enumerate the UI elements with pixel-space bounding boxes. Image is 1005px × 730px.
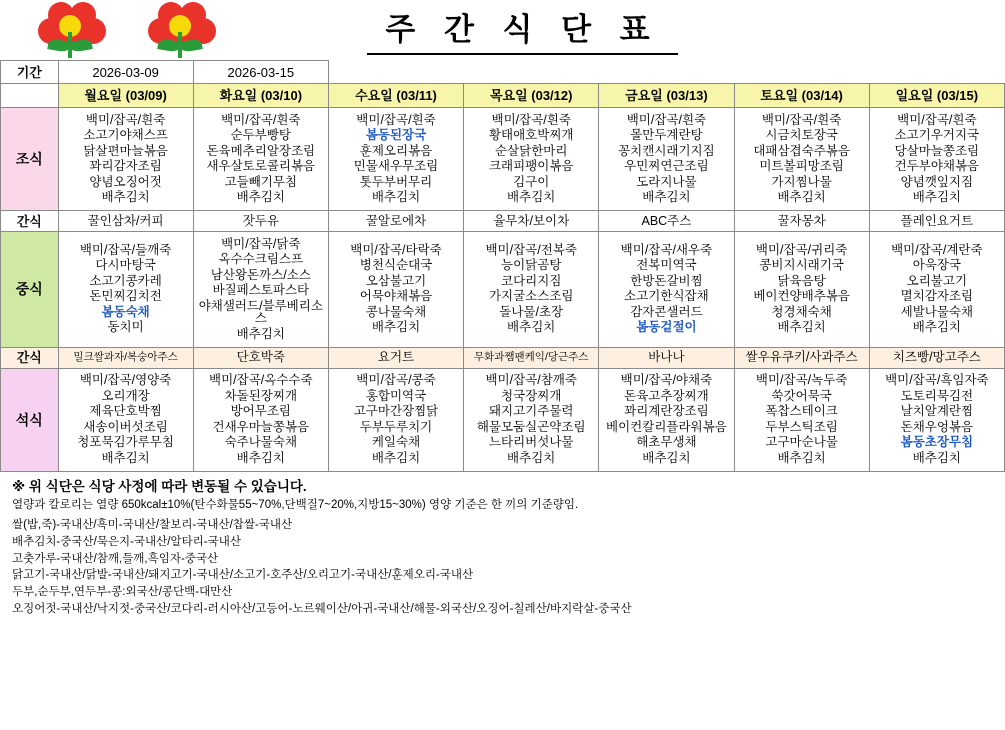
menu-item: 새송이버섯조림 bbox=[83, 419, 168, 434]
menu-item: 가지찜나물 bbox=[771, 174, 832, 189]
lunch-sat bbox=[734, 232, 869, 348]
menu-item: 감자콘샐러드 bbox=[630, 304, 703, 319]
menu-item: 백미/잡곡/흰죽 bbox=[626, 112, 707, 127]
menu-item: 느타리버섯나물 bbox=[488, 435, 574, 449]
page-title: 주 간 식 단 표 bbox=[367, 4, 677, 55]
row-label-breakfast: 조식 bbox=[1, 108, 59, 211]
dinner-wed bbox=[328, 368, 463, 471]
menu-item: 코다리지짐 bbox=[501, 273, 562, 288]
menu-item: 도토리묵김전 bbox=[900, 388, 974, 403]
menu-item: 배추김치 bbox=[777, 190, 826, 204]
page-header bbox=[0, 0, 1005, 60]
menu-item: 당살마늘쫑조림 bbox=[894, 143, 980, 158]
snack2-sat: 쌀우유쿠키/사과주스 bbox=[734, 347, 869, 368]
menu-item: 능이닭곰탕 bbox=[501, 258, 562, 273]
menu-item: 해물모둠실곤약조림 bbox=[476, 419, 586, 434]
menu-item: 아욱장국 bbox=[912, 258, 962, 273]
menu-item: 백미/잡곡/흰죽 bbox=[221, 112, 301, 127]
menu-item: 닭살편마늘볶음 bbox=[83, 143, 168, 158]
menu-item: 백미/잡곡/닭죽 bbox=[221, 236, 301, 251]
menu-item: 고구마순나물 bbox=[765, 435, 838, 449]
menu-item: 폭찹스테이크 bbox=[765, 404, 838, 418]
snack2-mon: 밀크쌀과자/복숭아주스 bbox=[58, 347, 193, 368]
snack2-tue: 단호박죽 bbox=[193, 347, 328, 368]
menu-item: 배추김치 bbox=[236, 450, 285, 465]
menu-item: 날치알계란찜 bbox=[900, 404, 974, 418]
menu-item: 순살닭한마리 bbox=[494, 143, 568, 158]
menu-item: 방어무조림 bbox=[230, 404, 291, 418]
menu-item: 한방돈갈비찜 bbox=[630, 273, 703, 288]
snack1-mon: 꿀인삼차/커피 bbox=[58, 211, 193, 232]
snack1-fri: ABC주스 bbox=[599, 211, 734, 232]
menu-item: 배추김치 bbox=[236, 190, 285, 204]
breakfast-fri bbox=[599, 108, 734, 211]
snack1-thu: 율무차/보이차 bbox=[464, 211, 599, 232]
note-text-1: 위 식단은 식당 사정에 따라 변동될 수 있습니다. bbox=[28, 478, 307, 494]
menu-item: 백미/잡곡/영양죽 bbox=[79, 373, 172, 387]
menu-item: 배추김치 bbox=[101, 450, 150, 465]
menu-item: 세발나물숙채 bbox=[900, 304, 974, 319]
menu-item: 동치미 bbox=[107, 320, 144, 335]
menu-item: 김구이 bbox=[513, 174, 550, 189]
menu-item: 남산왕돈까스/소스 bbox=[210, 267, 311, 282]
note-marker: ※ bbox=[12, 478, 26, 494]
note-line-1 bbox=[12, 478, 1005, 496]
lunch-tue bbox=[193, 232, 328, 348]
menu-item: 돌나물/초장 bbox=[499, 304, 564, 319]
menu-item: 소고기콩카레 bbox=[89, 273, 162, 288]
menu-item: 백미/잡곡/흰죽 bbox=[897, 112, 977, 127]
note-text-2: 열량과 칼로리는 열량 650kcal±10%(탄수화물55~70%,단백질7~20%,지방15~30%) 영양 기준은 한 끼의 기준량임. bbox=[12, 498, 579, 511]
footer-notes bbox=[0, 472, 1005, 618]
menu-item: 배추김치 bbox=[642, 190, 691, 204]
menu-item: 백미/잡곡/새우죽 bbox=[620, 242, 713, 257]
menu-item: 제육단호박찜 bbox=[89, 404, 162, 418]
menu-item: 배추김치 bbox=[507, 190, 556, 204]
menu-item: 소고기한식잡채 bbox=[624, 289, 709, 304]
menu-item: 멸치감자조림 bbox=[900, 289, 974, 304]
snack2-row bbox=[1, 347, 1005, 368]
menu-item: 백미/잡곡/들깨죽 bbox=[79, 242, 172, 257]
menu-item: 오징어젓-국내산/낙지젓-중국산/코다리-러시아산/고등어-노르웨이산/아귀-국내산/해물-외국산/오징어-칠레산/바지락살-중국산 bbox=[12, 602, 632, 615]
menu-item: 오리개장 bbox=[101, 388, 150, 403]
menu-item: 차돌된장찌개 bbox=[224, 388, 298, 403]
period-spacer bbox=[464, 61, 599, 84]
menu-item: 백미/잡곡/흑임자죽 bbox=[885, 373, 989, 387]
menu-item: 청포묵김가루무침 bbox=[77, 435, 174, 449]
menu-item: 봄동초장무침 bbox=[900, 435, 974, 449]
menu-item: 야채샐러드/블루베리소스 bbox=[198, 298, 323, 325]
menu-item: 소고기우거지국 bbox=[894, 128, 980, 142]
menu-item: 배추김치 bbox=[912, 450, 962, 465]
breakfast-sat bbox=[734, 108, 869, 211]
page-title-wrap bbox=[300, 0, 745, 55]
menu-item: 베이컨양배추볶음 bbox=[753, 289, 850, 304]
menu-item: 콩나물숙채 bbox=[365, 304, 427, 319]
menu-item: 새우살토로콜리볶음 bbox=[206, 159, 316, 173]
menu-item: 케일숙채 bbox=[371, 435, 421, 449]
period-end: 2026-03-15 bbox=[193, 61, 328, 84]
menu-item: 백미/잡곡/전복죽 bbox=[485, 242, 577, 257]
breakfast-mon bbox=[58, 108, 193, 211]
dinner-mon bbox=[58, 368, 193, 471]
menu-item: 옥수수크림스프 bbox=[218, 252, 304, 266]
menu-item: 돈육고추장찌개 bbox=[624, 388, 709, 403]
dinner-fri bbox=[599, 368, 734, 471]
menu-item: 쌀(밥,죽)-국내산/흑미-국내산/찰보리-국내산/찹쌀-국내산 bbox=[12, 519, 293, 532]
day-header-sat: 토요일 (03/14) bbox=[734, 84, 869, 108]
menu-item: 다시마탕국 bbox=[95, 258, 156, 273]
snack1-row bbox=[1, 211, 1005, 232]
menu-item: 오삼불고기 bbox=[365, 273, 427, 288]
menu-item: 어묵야채볶음 bbox=[359, 289, 433, 304]
menu-item: 백미/잡곡/흰죽 bbox=[356, 112, 436, 127]
menu-item: 몰만두계란탕 bbox=[630, 128, 703, 142]
menu-item: 백미/잡곡/흰죽 bbox=[85, 112, 166, 127]
breakfast-tue bbox=[193, 108, 328, 211]
snack1-sat: 꿀자몽차 bbox=[734, 211, 869, 232]
menu-item: 양념깻잎지짐 bbox=[900, 174, 974, 189]
day-header-row bbox=[1, 84, 1005, 108]
snack2-fri: 바나나 bbox=[599, 347, 734, 368]
menu-item: 백미/잡곡/야채죽 bbox=[620, 373, 713, 387]
menu-item: 양념오징어젓 bbox=[89, 174, 162, 189]
menu-item: 두부,순두부,연두부-콩:외국산/콩단백-대만산 bbox=[12, 585, 233, 598]
menu-item: 백미/잡곡/녹두죽 bbox=[755, 373, 848, 387]
menu-item: 백미/잡곡/콩죽 bbox=[356, 373, 436, 387]
menu-item: 건새우마늘쫑볶음 bbox=[212, 419, 310, 434]
lunch-wed bbox=[328, 232, 463, 348]
day-header-sun: 일요일 (03/15) bbox=[869, 84, 1004, 108]
row-label-dinner: 석식 bbox=[1, 368, 59, 471]
menu-item: 배추김치 bbox=[236, 326, 285, 341]
menu-item: 병천식순대국 bbox=[359, 258, 433, 273]
menu-item: 백미/잡곡/참깨죽 bbox=[485, 373, 577, 387]
period-spacer bbox=[734, 61, 869, 84]
menu-item: 우민찌연근조림 bbox=[624, 159, 709, 173]
menu-item: 돈채우엉볶음 bbox=[900, 419, 974, 434]
lunch-mon bbox=[58, 232, 193, 348]
menu-item: 미트볼피망조림 bbox=[759, 159, 844, 173]
menu-item: 배추김치 bbox=[777, 450, 826, 465]
menu-item: 바질페스토파스타 bbox=[212, 283, 310, 297]
row-label-snack2: 간식 bbox=[1, 347, 59, 368]
menu-item: 배추김치 bbox=[371, 190, 421, 204]
lunch-thu bbox=[464, 232, 599, 348]
menu-item: 봄동겉절이 bbox=[636, 320, 697, 335]
menu-item: 대패삼겹숙주볶음 bbox=[753, 143, 850, 158]
menu-item: 배추김치-중국산/묵은지-국내산/알타리-국내산 bbox=[12, 535, 241, 548]
menu-item: 크래피팽이볶음 bbox=[488, 159, 574, 173]
menu-item: 백미/잡곡/타락죽 bbox=[350, 242, 442, 257]
menu-item: 훈제오리볶음 bbox=[359, 143, 433, 158]
menu-item: 배추김치 bbox=[507, 450, 556, 465]
menu-item: 가지굴소스조림 bbox=[488, 289, 574, 304]
menu-item: 배추김치 bbox=[777, 320, 826, 335]
menu-item: 배추김치 bbox=[912, 320, 962, 335]
breakfast-thu bbox=[464, 108, 599, 211]
menu-item: 베이컨칼리플라워볶음 bbox=[606, 419, 727, 434]
breakfast-wed bbox=[328, 108, 463, 211]
menu-item: 배추김치 bbox=[371, 450, 421, 465]
menu-item: 고구마간장찜닭 bbox=[353, 404, 439, 418]
menu-item: 고들빼기무침 bbox=[224, 174, 298, 189]
snack2-wed: 요거트 bbox=[328, 347, 463, 368]
snack1-tue: 잣두유 bbox=[193, 211, 328, 232]
menu-item: 돈육메추리알장조림 bbox=[206, 143, 316, 158]
menu-item: 백미/잡곡/귀리죽 bbox=[755, 242, 848, 257]
menu-item: 청국장찌개 bbox=[501, 388, 562, 403]
menu-item: 백미/잡곡/흰죽 bbox=[491, 112, 571, 127]
snack2-thu: 무화과쨈팬케익/당근주스 bbox=[464, 347, 599, 368]
menu-item: 오리불고기 bbox=[906, 273, 968, 288]
menu-item: 두부두루치기 bbox=[359, 419, 433, 434]
menu-item: 해초무생채 bbox=[636, 435, 697, 449]
menu-item: 백미/잡곡/옥수수죽 bbox=[209, 373, 313, 387]
menu-item: 숙주나물숙채 bbox=[224, 435, 298, 449]
row-label-lunch: 중식 bbox=[1, 232, 59, 348]
menu-item: 두부스틱조림 bbox=[765, 419, 838, 434]
dinner-sun bbox=[869, 368, 1004, 471]
weekly-menu-table bbox=[0, 60, 1005, 472]
menu-item: 닭고기-국내산/닭발-국내산/돼지고기-국내산/소고기-호주산/오리고기-국내산/훈제오리-국내산 bbox=[12, 569, 474, 582]
day-header-thu: 목요일 (03/12) bbox=[464, 84, 599, 108]
origin-list bbox=[12, 517, 1005, 617]
menu-item: 배추김치 bbox=[371, 320, 421, 335]
menu-item: 쑥갓어묵국 bbox=[771, 388, 832, 403]
menu-item: 꽈리감자조림 bbox=[89, 159, 162, 173]
menu-item: 콩비지시래기국 bbox=[759, 258, 844, 273]
menu-item: 건두부야채볶음 bbox=[894, 159, 980, 173]
menu-item: 배추김치 bbox=[912, 190, 962, 204]
menu-item: 톳두부버무리 bbox=[359, 174, 433, 189]
lunch-fri bbox=[599, 232, 734, 348]
menu-item: 소고기야채스프 bbox=[83, 128, 168, 142]
flower-icon bbox=[148, 2, 238, 60]
menu-item: 배추김치 bbox=[507, 320, 556, 335]
flower-decoration bbox=[0, 0, 300, 60]
menu-item: 도라지나물 bbox=[636, 174, 697, 189]
menu-item: 황태애호박찌개 bbox=[488, 128, 574, 142]
menu-item: 청경채숙채 bbox=[771, 304, 832, 319]
menu-item: 꽁치캔시래기지짐 bbox=[618, 143, 715, 158]
dinner-row bbox=[1, 368, 1005, 471]
day-header-wed: 수요일 (03/11) bbox=[328, 84, 463, 108]
menu-item: 돼지고기주물력 bbox=[488, 404, 574, 418]
lunch-sun bbox=[869, 232, 1004, 348]
snack1-wed: 꿀알로에차 bbox=[328, 211, 463, 232]
period-start: 2026-03-09 bbox=[58, 61, 193, 84]
row-label-snack1: 간식 bbox=[1, 211, 59, 232]
dinner-tue bbox=[193, 368, 328, 471]
dinner-thu bbox=[464, 368, 599, 471]
flower-icon bbox=[38, 2, 128, 60]
menu-item: 순두부빵탕 bbox=[230, 128, 291, 142]
menu-item: 백미/잡곡/계란죽 bbox=[891, 242, 983, 257]
snack1-sun: 플레인요거트 bbox=[869, 211, 1004, 232]
period-row bbox=[1, 61, 1005, 84]
day-header-tue: 화요일 (03/10) bbox=[193, 84, 328, 108]
breakfast-row bbox=[1, 108, 1005, 211]
menu-item: 민물새우무조림 bbox=[353, 159, 439, 173]
corner-cell bbox=[1, 84, 59, 108]
menu-item: 배추김치 bbox=[101, 190, 150, 204]
dinner-sat bbox=[734, 368, 869, 471]
menu-item: 닭육음탕 bbox=[777, 273, 826, 288]
lunch-row bbox=[1, 232, 1005, 348]
snack2-sun: 치즈빵/망고주스 bbox=[869, 347, 1004, 368]
day-header-fri: 금요일 (03/13) bbox=[599, 84, 734, 108]
period-label: 기간 bbox=[1, 61, 59, 84]
menu-item: 봄동된장국 bbox=[365, 128, 427, 142]
menu-item: 꽈리계란장조림 bbox=[624, 404, 709, 418]
period-spacer bbox=[328, 61, 463, 84]
menu-item: 전복미역국 bbox=[636, 258, 697, 273]
menu-item: 백미/잡곡/흰죽 bbox=[761, 112, 842, 127]
menu-item: 봄동숙채 bbox=[101, 304, 150, 319]
menu-item: 돈민찌김치전 bbox=[89, 289, 162, 304]
period-spacer bbox=[599, 61, 734, 84]
menu-item: 시금치토장국 bbox=[765, 128, 838, 142]
breakfast-sun bbox=[869, 108, 1004, 211]
menu-item: 고춧가루-국내산/참깨,들깨,흑임자-중국산 bbox=[12, 552, 219, 565]
menu-item: 홍합미역국 bbox=[365, 388, 427, 403]
day-header-mon: 월요일 (03/09) bbox=[58, 84, 193, 108]
period-spacer bbox=[869, 61, 1004, 84]
menu-item: 배추김치 bbox=[642, 450, 691, 465]
